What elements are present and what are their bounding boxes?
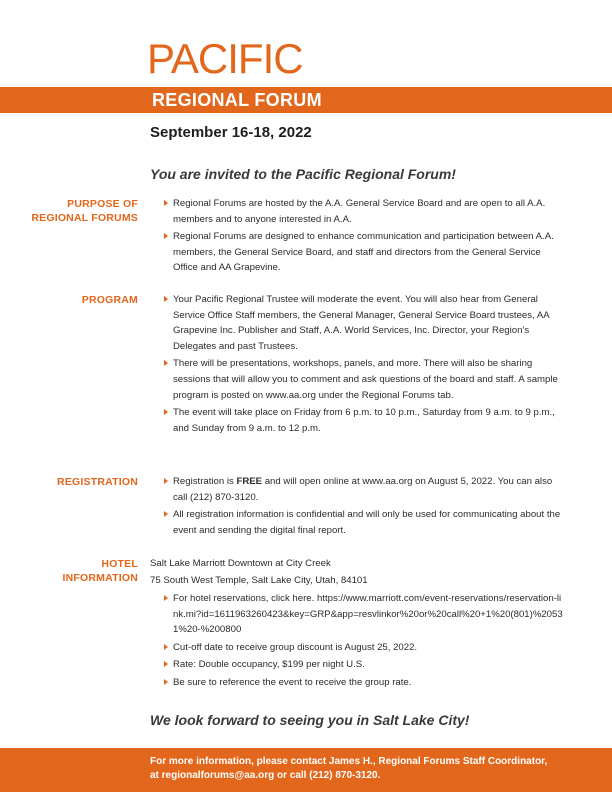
hotel-list xyxy=(160,591,565,693)
program-list xyxy=(160,292,565,438)
hotel-name: Salt Lake Marriott Downtown at City Creek xyxy=(150,558,331,569)
invitation-heading: You are invited to the Pacific Regional Forum! xyxy=(150,166,456,182)
hotel-bullet-2: Cut-off date to receive group discount is August 25, 2022. xyxy=(173,641,418,653)
list-item xyxy=(160,292,565,354)
list-item xyxy=(160,229,565,276)
list-item xyxy=(160,356,565,403)
purpose-bullet-2: Regional Forums are designed to enhance communication and participation between A.A. members, the General Service Board, and staff and directors from the General Service Office and AA Grapevine. xyxy=(173,231,554,274)
hotel-label-line1: HOTEL xyxy=(101,558,138,570)
list-item xyxy=(160,196,565,227)
bullet-arrow-icon xyxy=(164,478,168,484)
footer-line1: For more information, please contact James H., Regional Forums Staff Coordinator, xyxy=(150,756,548,767)
registration-bullet-1-post: and will open online at www.aa.org on August 5, 2022. You can also call (212) 870-3120. xyxy=(173,476,553,503)
bullet-arrow-icon xyxy=(164,233,168,239)
hotel-label xyxy=(63,557,139,585)
list-item xyxy=(160,474,565,505)
list-item xyxy=(160,507,565,538)
bullet-arrow-icon xyxy=(164,200,168,206)
footer-contact xyxy=(150,755,590,783)
registration-list xyxy=(160,474,565,540)
bullet-arrow-icon xyxy=(164,296,168,302)
registration-bullet-2: All registration information is confidential and will only be used for communicating about the event and sending the digital final report. xyxy=(173,509,561,536)
bullet-arrow-icon xyxy=(164,511,168,517)
program-bullet-2: There will be presentations, workshops, panels, and more. There will also be sharing sessions that will allow you to comment and ask questions of the board and staff. A sample program is posted on www.aa.org under the Regional Forums tab. xyxy=(173,358,558,401)
registration-label xyxy=(57,475,138,489)
list-item xyxy=(160,675,565,691)
purpose-label xyxy=(31,197,138,225)
list-item xyxy=(160,405,565,436)
program-bullet-3: The event will take place on Friday from 6 p.m. to 10 p.m., Saturday from 9 a.m. to 9 p.m., and Sunday from 9 a.m. to 12 p.m. xyxy=(173,407,555,434)
list-item xyxy=(160,591,565,638)
bullet-arrow-icon xyxy=(164,644,168,650)
hotel-bullet-4: Be sure to reference the event to receive the group rate. xyxy=(173,676,412,688)
event-date: September 16-18, 2022 xyxy=(150,124,312,141)
program-label xyxy=(82,293,138,307)
purpose-label-line2: REGIONAL FORUMS xyxy=(31,212,138,224)
purpose-list xyxy=(160,196,565,278)
closing-line: We look forward to seeing you in Salt Lake City! xyxy=(150,712,470,728)
hotel-bullet-3: Rate: Double occupancy, $199 per night U.S. xyxy=(173,659,365,671)
bullet-arrow-icon xyxy=(164,595,168,601)
hotel-reservation-link[interactable]: For hotel reservations, click here. https://www.marriott.com/event-reservations/reservation-link.mi?id=1611963260423&key=GRP&app=resvlinkor%20or%20call%20+1%20(801)%20531%20-%200800 xyxy=(173,593,563,636)
list-item xyxy=(160,640,565,656)
registration-free-text: FREE xyxy=(236,476,263,487)
program-label-text: PROGRAM xyxy=(81,294,138,306)
document-title: PACIFIC xyxy=(147,35,303,82)
hotel-address: 75 South West Temple, Salt Lake City, Utah, 84101 xyxy=(150,575,368,586)
registration-label-text: REGISTRATION xyxy=(57,476,138,488)
footer-line2: at regionalforums@aa.org or call (212) 870-3120. xyxy=(150,770,381,781)
list-item xyxy=(160,657,565,673)
bullet-arrow-icon xyxy=(164,679,168,685)
registration-bullet-1-pre: Registration is xyxy=(173,476,237,487)
purpose-bullet-1: Regional Forums are hosted by the A.A. General Service Board and are open to all A.A. members and to anyone interested in A.A. xyxy=(173,198,546,225)
bullet-arrow-icon xyxy=(164,661,168,667)
bullet-arrow-icon xyxy=(164,360,168,366)
bullet-arrow-icon xyxy=(164,409,168,415)
document-subtitle: REGIONAL FORUM xyxy=(152,90,322,110)
hotel-label-line2: INFORMATION xyxy=(62,572,138,584)
purpose-label-line1: PURPOSE OF xyxy=(67,198,138,210)
program-bullet-1: Your Pacific Regional Trustee will moderate the event. You will also hear from General Service Office Staff members, the General Manager, General Service Board trustees, AA Grapevine Inc. Publisher and Staff, A.A. World Services, Inc. Director, your Region’s Delegates and past Trustees. xyxy=(173,294,550,352)
